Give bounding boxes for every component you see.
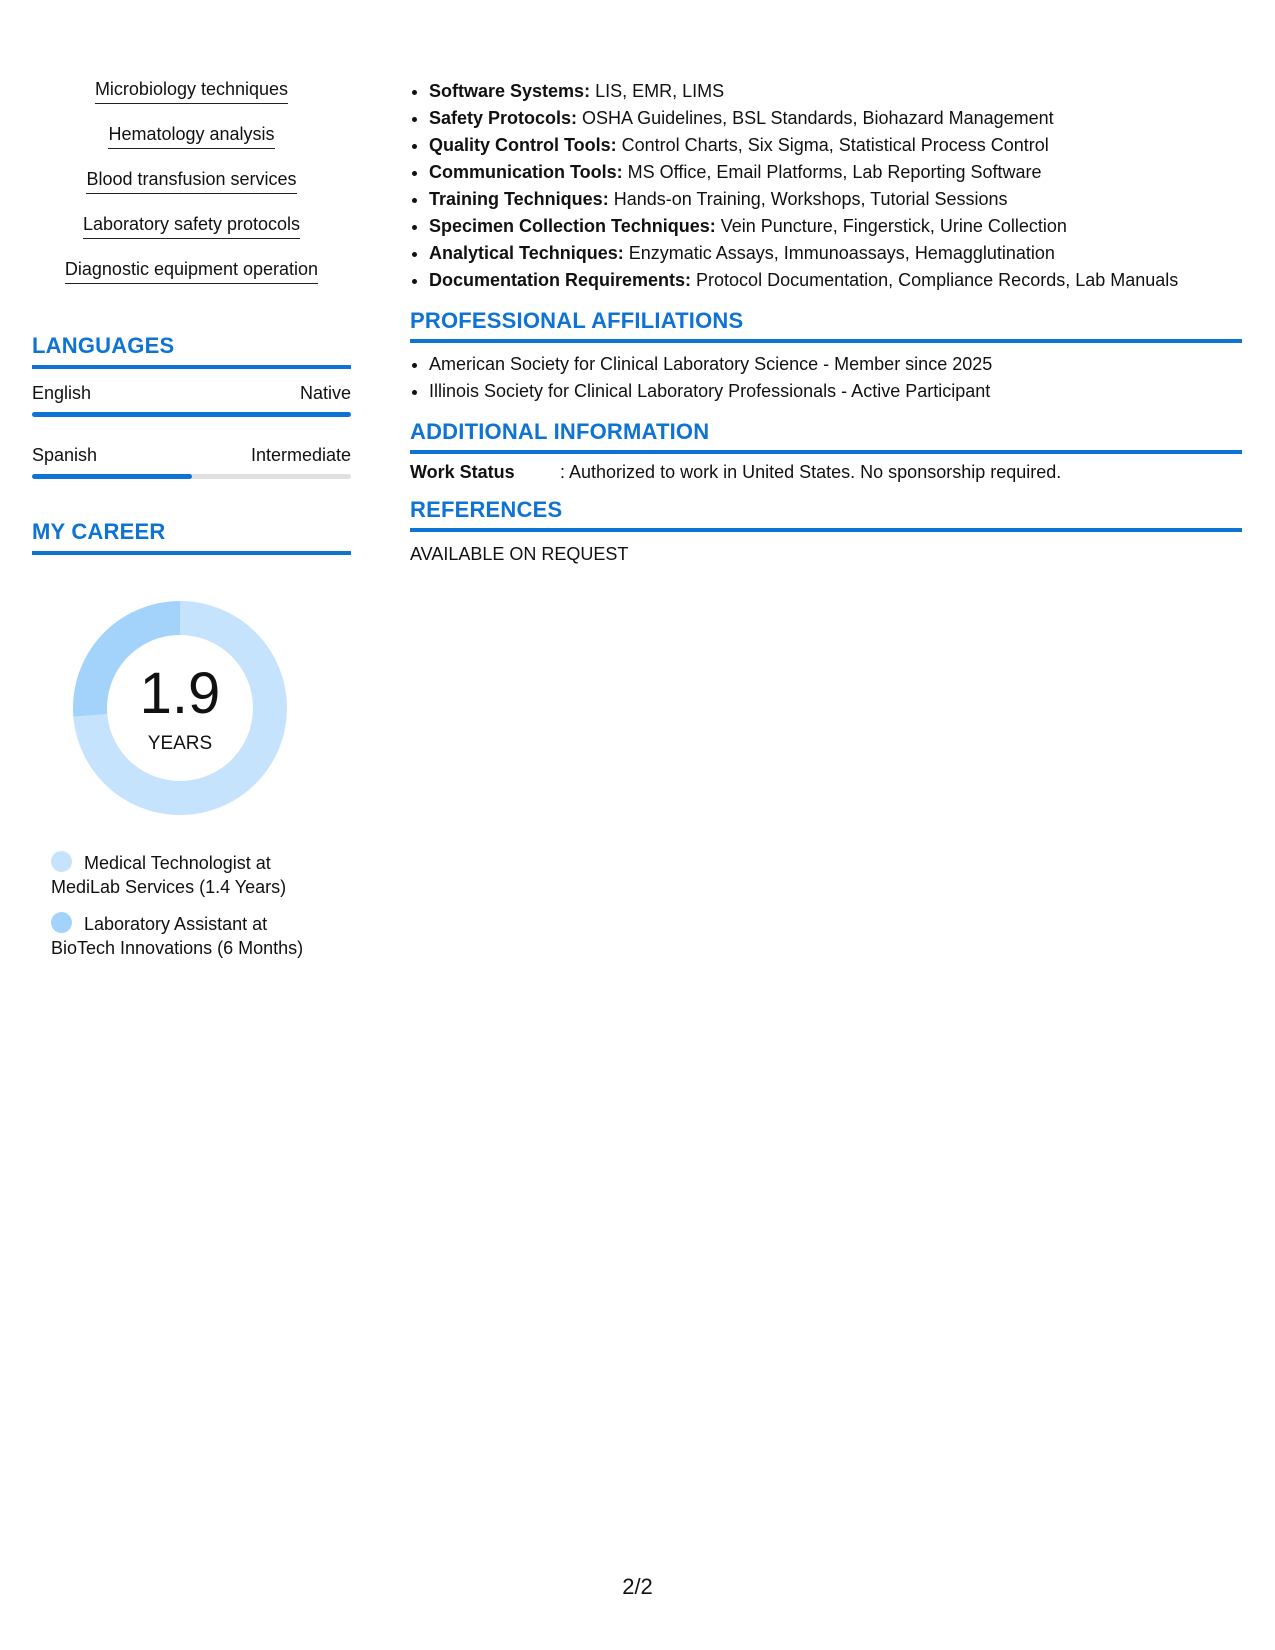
technical-label: Documentation Requirements: (429, 270, 692, 290)
technical-item (429, 240, 1242, 267)
additional-info-title: ADDITIONAL INFORMATION (410, 419, 1242, 454)
affiliations-title: PROFESSIONAL AFFILIATIONS (410, 308, 1242, 343)
language-bar (32, 474, 351, 479)
skill-item (32, 213, 351, 258)
technical-value: Vein Puncture, Fingerstick, Urine Collection (715, 216, 1067, 236)
skill-item (32, 258, 351, 303)
technical-value: MS Office, Email Platforms, Lab Reporting Software (622, 162, 1042, 182)
affiliation-item: • American Society for Clinical Laboratory Science - Member since 2025 (429, 351, 1242, 378)
technical-value: OSHA Guidelines, BSL Standards, Biohazard Management (577, 108, 1054, 128)
skill-label: Microbiology techniques (95, 78, 288, 104)
affiliations-section (410, 308, 1242, 405)
technical-item (429, 186, 1242, 213)
career-unit: YEARS (147, 733, 213, 754)
language-level: Native (299, 383, 351, 403)
language-row (32, 445, 351, 466)
technical-skills-list (410, 78, 1242, 294)
technical-item (429, 105, 1242, 132)
legend-line1: Laboratory Assistant at (84, 914, 268, 934)
technical-item (429, 78, 1242, 105)
legend-item (51, 912, 351, 960)
skill-label: Hematology analysis (108, 123, 274, 149)
legend-dot (51, 912, 72, 933)
technical-value: Control Charts, Six Sigma, Statistical Process Control (616, 135, 1049, 155)
work-status-row (410, 462, 1242, 483)
technical-label: Analytical Techniques: (429, 243, 624, 263)
language-bar (32, 412, 351, 417)
technical-item (429, 213, 1242, 240)
language-name: Spanish (32, 445, 98, 465)
legend-line1: Medical Technologist at (84, 853, 271, 873)
technical-label: Specimen Collection Techniques: (429, 216, 716, 236)
right-column (410, 78, 1242, 565)
references-text: AVAILABLE ON REQUEST (410, 544, 629, 564)
career-total: 1.9 (139, 661, 221, 726)
skills-list (32, 78, 351, 303)
technical-label: Quality Control Tools: (429, 135, 617, 155)
technical-label: Training Techniques: (429, 189, 609, 209)
legend-line2: MediLab Services (1.4 Years) (51, 877, 287, 897)
language-bar-fill (32, 474, 192, 479)
legend-line2: BioTech Innovations (6 Months) (51, 938, 304, 958)
career-legend (51, 851, 351, 960)
language-name: English (32, 383, 92, 403)
career-donut-chart (65, 593, 295, 823)
skill-label: Blood transfusion services (86, 168, 296, 194)
language-level: Intermediate (250, 445, 351, 465)
affiliation-item: • Illinois Society for Clinical Laboratory Professionals - Active Participant (429, 378, 1242, 405)
additional-info-section (410, 419, 1242, 483)
technical-item (429, 159, 1242, 186)
technical-item (429, 267, 1242, 294)
legend-dot (51, 851, 72, 872)
references-title: REFERENCES (410, 497, 1242, 532)
languages-section (32, 333, 351, 479)
career-title: MY CAREER (32, 519, 351, 555)
work-status-value: : Authorized to work in United States. No sponsorship required. (560, 462, 1062, 482)
technical-item (429, 132, 1242, 159)
technical-value: Hands-on Training, Workshops, Tutorial Sessions (608, 189, 1008, 209)
work-status-key: Work Status (410, 462, 515, 482)
language-row (32, 383, 351, 404)
skill-label: Laboratory safety protocols (83, 213, 300, 239)
legend-item (51, 851, 351, 899)
technical-label: Software Systems: (429, 81, 591, 101)
skill-item (32, 78, 351, 123)
technical-label: Safety Protocols: (429, 108, 578, 128)
languages-title: LANGUAGES (32, 333, 351, 369)
technical-value: Protocol Documentation, Compliance Records, Lab Manuals (691, 270, 1179, 290)
skill-item (32, 123, 351, 168)
donut-center (65, 593, 295, 823)
skill-item (32, 168, 351, 213)
references-section (410, 497, 1242, 565)
page-number: 2/2 (622, 1574, 653, 1599)
technical-value: Enzymatic Assays, Immunoassays, Hemagglutination (623, 243, 1055, 263)
language-bar-fill (32, 412, 351, 417)
affiliations-list (410, 351, 1242, 405)
career-section (32, 519, 351, 960)
technical-label: Communication Tools: (429, 162, 623, 182)
technical-value: LIS, EMR, LIMS (590, 81, 725, 101)
left-column (32, 78, 351, 973)
skill-label: Diagnostic equipment operation (65, 258, 318, 284)
